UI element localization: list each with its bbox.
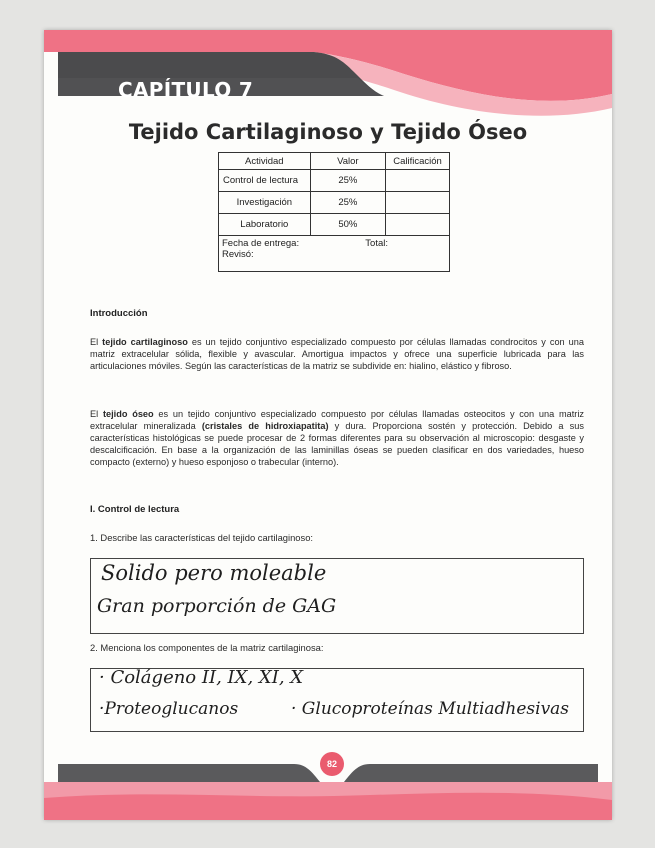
total-label: Total: (365, 238, 388, 249)
p2-bold: tejido óseo (102, 409, 154, 419)
p2-text-mid: es un tejido conjuntivo especializado compuesto por células llamadas osteocitos y con una matriz extracelular mineralizada (90, 409, 584, 431)
answer-box-1[interactable] (90, 558, 584, 634)
header-value: Valor (310, 153, 385, 170)
question-1: 1. Describe las características del tejido cartilaginoso: (90, 532, 314, 543)
table-footer-cell (219, 236, 450, 272)
activity-cell: Laboratorio (219, 214, 311, 236)
header-grade: Calificación (386, 153, 450, 170)
header-activity: Actividad (219, 153, 311, 170)
section-1-heading: I. Control de lectura (90, 504, 180, 515)
answer-1-line-1: Solido pero moleable (101, 561, 327, 585)
page-title: Tejido Cartilaginoso y Tejido Óseo (128, 120, 528, 144)
grade-cell[interactable] (386, 170, 450, 192)
p2-text-rest: y dura. Proporciona sostén y protección. Debido a sus características histológicas se puede procesar de 2 formas diferentes para su observación al microscopio: desgaste y descalcificación. En base a la organización de las laminillas óseas se pueden clasificar en dos variedades, hueso compacto (externo) y hueso esponjoso o trabecular (interno). (90, 421, 584, 467)
p2-bold-2: (cristales de hidroxiapatita) (201, 421, 329, 431)
value-cell: 50% (310, 214, 385, 236)
p1-text: El (90, 337, 103, 347)
table-row (219, 192, 450, 214)
answer-2-line-2a: ·Proteoglucanos (99, 699, 239, 719)
answer-2-line-2b: · Glucoproteínas Multiadhesivas (291, 699, 570, 719)
grade-table (218, 152, 450, 272)
table-row (219, 214, 450, 236)
table-footer-row (219, 236, 450, 272)
value-cell: 25% (310, 192, 385, 214)
activity-cell: Control de lectura (219, 170, 311, 192)
intro-heading: Introducción (90, 308, 148, 319)
answer-box-2[interactable] (90, 668, 584, 732)
question-2: 2. Menciona los componentes de la matriz cartilaginosa: (90, 642, 324, 653)
p2-text: El (90, 409, 103, 419)
page-number-badge: 82 (320, 752, 344, 776)
textbook-page (44, 30, 612, 820)
p1-bold: tejido cartilaginoso (102, 337, 188, 347)
intro-paragraph-1 (90, 336, 584, 372)
answer-2-line-1: · Colágeno II, IX, XI, X (99, 667, 304, 688)
answer-1-line-2: Gran porporción de GAG (97, 595, 337, 617)
table-header-row (219, 153, 450, 170)
p1-text-rest: es un tejido conjuntivo especializado compuesto por células llamadas condrocitos y con una matriz extracelular sólida, flexible y avascular. Amortigua impactos y ofrece una superficie lubricada para las articulaciones móviles. Según las características de la matriz se subdivide en: hialino, elástico y fibroso. (90, 337, 584, 371)
delivery-date-label: Fecha de entrega: (222, 238, 300, 249)
table-row (219, 170, 450, 192)
reviewed-label: Revisó: (222, 249, 254, 260)
grade-cell[interactable] (386, 214, 450, 236)
intro-paragraph-2 (90, 408, 584, 468)
grade-cell[interactable] (386, 192, 450, 214)
chapter-label: CAPÍTULO 7 (118, 78, 254, 102)
activity-cell: Investigación (219, 192, 311, 214)
value-cell: 25% (310, 170, 385, 192)
